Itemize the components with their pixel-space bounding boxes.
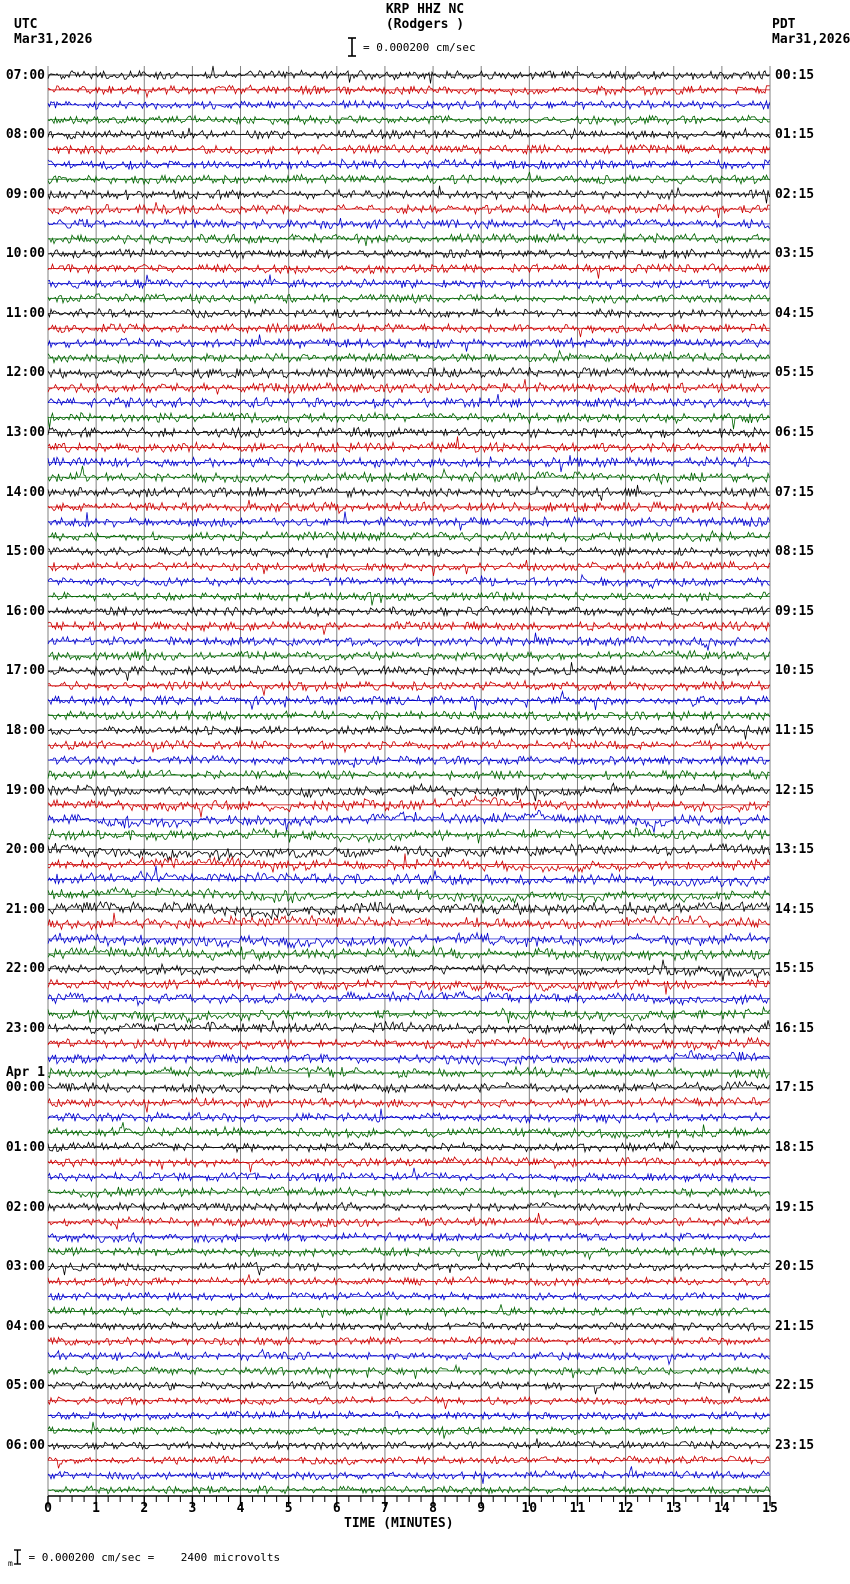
pdt-hour-label: 16:15 <box>775 1020 815 1036</box>
seismo-trace-row <box>48 128 770 139</box>
pdt-hour-label: 08:15 <box>775 544 815 560</box>
seismo-trace-row <box>48 1141 770 1152</box>
seismo-trace-row <box>48 85 770 97</box>
seismo-trace-row <box>48 264 770 279</box>
pdt-hour-label: 13:15 <box>775 842 815 858</box>
seismo-trace-row <box>48 560 770 576</box>
utc-hour-label: 11:00 <box>5 305 45 321</box>
seismo-trace-row <box>48 681 770 696</box>
seismo-trace-row <box>48 1349 770 1364</box>
seismo-trace-row <box>48 485 770 501</box>
utc-hour-label: 14:00 <box>5 484 45 500</box>
seismo-trace-row <box>48 202 770 218</box>
footer-prefix: m <box>8 1559 13 1568</box>
seismo-trace-row <box>48 1292 770 1301</box>
minute-tick-label: 2 <box>140 1501 149 1516</box>
seismo-trace-row <box>48 1081 770 1093</box>
footer-text: = 0.000200 cm/sec = 2400 microvolts <box>21 1551 281 1564</box>
utc-hour-label: 13:00 <box>5 425 45 440</box>
utc-hour-label: 05:00 <box>5 1378 45 1394</box>
seismo-trace-row <box>48 991 770 1006</box>
scale-label: = 0.000200 cm/sec <box>363 41 476 54</box>
utc-hour-label: 07:00 <box>5 67 45 83</box>
utc-hour-label: 16:00 <box>5 603 45 619</box>
seismo-trace-row <box>48 887 770 903</box>
seismo-trace-row <box>48 724 770 740</box>
pdt-hour-label: 09:15 <box>775 603 815 619</box>
seismo-trace-row <box>48 756 770 768</box>
utc-hour-label: 23:00 <box>5 1020 45 1036</box>
seismo-trace-row <box>48 1157 770 1172</box>
pdt-hour-label: 14:15 <box>775 901 815 917</box>
utc-date: Mar31,2026 <box>14 32 93 47</box>
pdt-hour-label: 21:15 <box>775 1318 815 1334</box>
seismo-trace-row <box>48 913 770 930</box>
seismo-trace-row <box>48 394 770 408</box>
pdt-hour-label: 12:15 <box>775 782 815 798</box>
minute-tick-label: 8 <box>429 1501 437 1516</box>
seismo-trace-row <box>48 902 770 919</box>
utc-hour-label: 19:00 <box>5 782 45 798</box>
seismo-trace-row <box>48 1038 770 1050</box>
utc-hour-label: 00:00 <box>5 1080 45 1096</box>
pdt-hour-label: 04:15 <box>775 305 815 321</box>
seismo-trace-row <box>48 1336 770 1345</box>
seismo-trace-row <box>48 1109 770 1123</box>
utc-hour-label: 12:00 <box>5 365 45 381</box>
seismo-trace-row <box>48 1168 770 1182</box>
pdt-hour-label: 17:15 <box>775 1080 815 1096</box>
seismo-trace-row <box>48 1397 770 1409</box>
utc-hour-label: 22:00 <box>5 961 45 977</box>
seismo-trace-row <box>48 843 770 861</box>
minute-tick-label: 6 <box>332 1501 341 1516</box>
minute-tick-label: 5 <box>284 1501 293 1516</box>
utc-hour-label: 01:00 <box>5 1140 45 1155</box>
seismo-trace-row <box>48 1122 770 1138</box>
footer-ibeam-icon <box>13 1547 22 1566</box>
utc-hour-label: 21:00 <box>5 901 45 917</box>
seismo-trace-row <box>48 1382 770 1395</box>
utc-hour-label: 08:00 <box>5 127 45 143</box>
seismo-trace-row <box>48 323 770 337</box>
pdt-label: PDT <box>772 17 796 32</box>
pdt-hour-label: 00:15 <box>775 67 815 83</box>
seismo-trace-row <box>48 1213 770 1229</box>
seismo-trace-row <box>48 1007 770 1023</box>
utc-label: UTC <box>14 17 38 32</box>
minute-tick-label: 4 <box>236 1501 245 1516</box>
pdt-hour-label: 19:15 <box>775 1199 815 1215</box>
seismo-trace-row <box>48 531 770 542</box>
seismo-trace-row <box>48 547 770 558</box>
x-axis-title: TIME (MINUTES) <box>344 1516 454 1531</box>
minute-tick-label: 9 <box>477 1501 486 1516</box>
minute-tick-label: 15 <box>762 1501 778 1516</box>
pdt-hour-label: 10:15 <box>775 663 815 679</box>
minute-tick-label: 13 <box>665 1501 682 1516</box>
seismo-trace-row <box>48 960 770 981</box>
seismo-trace-row <box>48 933 770 948</box>
seismo-trace-row <box>48 662 770 681</box>
seismo-trace-row <box>48 379 770 394</box>
pdt-hour-label: 02:15 <box>775 186 815 202</box>
seismo-trace-row <box>48 172 770 184</box>
utc-hour-label: 06:00 <box>5 1437 45 1453</box>
pdt-hour-label: 06:15 <box>775 425 815 440</box>
seismo-trace-row <box>48 796 770 818</box>
pdt-hour-label: 01:15 <box>775 127 815 143</box>
pdt-date: Mar31,2026 <box>772 32 850 47</box>
utc-hour-label: 17:00 <box>5 663 45 679</box>
utc-hour-label: 09:00 <box>5 186 45 202</box>
footer-scale-note <box>8 1547 280 1567</box>
pdt-hour-label: 23:15 <box>775 1437 815 1453</box>
utc-hour-label: 18:00 <box>5 722 45 738</box>
pdt-hour-label: 11:15 <box>775 722 815 738</box>
pdt-hour-label: 05:15 <box>775 365 815 381</box>
seismo-trace-row <box>48 455 770 472</box>
utc-hour-label: 10:00 <box>5 246 45 262</box>
seismo-trace-row <box>48 1365 770 1379</box>
minute-tick-label: 10 <box>521 1501 538 1516</box>
seismo-trace-row <box>48 466 770 484</box>
seismo-trace-row <box>48 234 770 246</box>
minute-tick-label: 11 <box>569 1501 586 1516</box>
minute-tick-label: 0 <box>44 1501 52 1516</box>
utc-hour-label: 20:00 <box>5 842 45 858</box>
seismo-trace-row <box>48 1248 770 1261</box>
minute-tick-label: 3 <box>188 1501 197 1516</box>
seismo-trace-row <box>48 1097 770 1112</box>
seismo-trace-row <box>48 1232 770 1243</box>
seismo-trace-row <box>48 351 770 363</box>
date-change-label: Apr 1 <box>5 1065 45 1081</box>
minute-tick-label: 14 <box>714 1501 730 1516</box>
station-location: (Rodgers ) <box>385 17 465 32</box>
seismo-trace-row <box>48 979 770 995</box>
seismo-trace-row <box>48 649 770 661</box>
seismo-trace-row <box>48 1456 770 1468</box>
seismo-trace-row <box>48 275 770 289</box>
utc-hour-label: 02:00 <box>5 1199 45 1215</box>
seismo-trace-row <box>48 828 770 844</box>
seismo-trace-row <box>48 1066 770 1078</box>
seismo-trace-row <box>48 1410 770 1420</box>
utc-hour-label: 03:00 <box>5 1259 45 1275</box>
pdt-hour-label: 03:15 <box>775 246 815 262</box>
seismo-trace-row <box>48 66 770 84</box>
seismo-trace-row <box>48 1438 770 1449</box>
minute-tick-label: 1 <box>92 1501 100 1516</box>
pdt-hour-label: 22:15 <box>775 1378 815 1394</box>
pdt-hour-label: 15:15 <box>775 961 815 977</box>
seismo-trace-row <box>48 115 770 125</box>
minute-tick-label: 7 <box>380 1501 389 1516</box>
seismo-trace-row <box>48 413 770 430</box>
seismo-trace-row <box>48 436 770 452</box>
seismo-trace-row <box>48 512 770 531</box>
seismo-trace-row <box>48 592 770 605</box>
seismo-trace-row <box>48 633 770 651</box>
pdt-hour-label: 18:15 <box>775 1140 815 1155</box>
seismo-trace-row <box>48 1274 770 1285</box>
utc-hour-label: 15:00 <box>5 544 45 560</box>
seismo-trace-row <box>48 810 770 832</box>
pdt-hour-label: 07:15 <box>775 484 815 500</box>
seismo-trace-row <box>48 783 770 801</box>
seismo-trace-row <box>48 622 770 635</box>
minute-tick-label: 12 <box>617 1501 634 1516</box>
seismo-trace-row <box>48 1304 770 1320</box>
seismo-trace-row <box>48 1020 770 1034</box>
station-title: KRP HHZ NC <box>385 2 465 17</box>
seismo-trace-row <box>48 500 770 513</box>
seismo-trace-row <box>48 1263 770 1276</box>
utc-hour-label: 04:00 <box>5 1318 45 1334</box>
pdt-hour-label: 20:15 <box>775 1259 815 1275</box>
